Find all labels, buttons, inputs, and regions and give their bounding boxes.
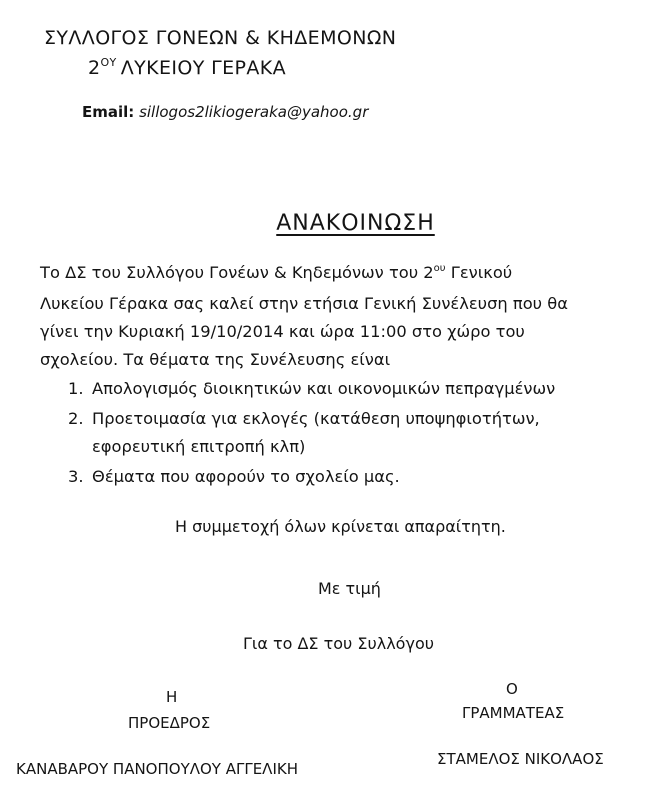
body-line-3: γίνει την Κυριακή 19/10/2014 και ώρα 11:00 στο χώρο του — [40, 322, 525, 341]
president-name: ΚΑΝΑΒΑΡΟΥ ΠΑΝΟΠΟΥΛΟΥ ΑΓΓΕΛΙΚΗ — [16, 760, 298, 778]
agenda-item-1-text: Απολογισμός διοικητικών και οικονομικών πεπραγμένων — [92, 379, 556, 398]
agenda-item-2-number: 2. — [68, 409, 84, 428]
secretary-role: ΓΡΑΜΜΑΤΕΑΣ — [462, 704, 565, 722]
body-ordinal-suffix: ου — [433, 263, 446, 274]
agenda-item-2-text: Προετοιμασία για εκλογές (κατάθεση υποψηφιοτήτων, — [92, 409, 540, 428]
secretary-name: ΣΤΑΜΕΛΟΣ ΝΙΚΟΛΑΟΣ — [437, 750, 604, 768]
president-article: Η — [166, 688, 178, 706]
school-name-text: ΛΥΚΕΙΟΥ ΓΕΡΑΚΑ — [120, 57, 287, 79]
body-line-1 — [40, 263, 640, 282]
regards: Με τιμή — [318, 579, 381, 598]
school-name — [88, 56, 286, 79]
email-label: Email: — [82, 103, 135, 121]
president-role: ΠΡΟΕΔΡΟΣ — [128, 714, 211, 732]
email-address: sillogos2likiogeraka@yahoo.gr — [139, 103, 369, 121]
body-line-1-end: Γενικού — [445, 263, 513, 282]
email-line — [82, 103, 368, 121]
body-line-4: σχολείου. Τα θέματα της Συνέλευσης είναι — [40, 350, 391, 369]
body-line-1-text: Το ΔΣ του Συλλόγου Γονέων & Κηδεμόνων του 2 — [40, 263, 434, 282]
secretary-article: Ο — [506, 680, 518, 698]
school-number-suffix: ΟΥ — [100, 56, 117, 69]
body-line-2: Λυκείου Γέρακα σας καλεί στην ετήσια Γενική Συνέλευση που θα — [40, 294, 568, 313]
agenda-item-2-text-cont: εφορευτική επιτροπή κλπ) — [92, 437, 306, 456]
agenda-item-3-text: Θέματα που αφορούν το σχολείο μας. — [92, 467, 400, 486]
school-number: 2 — [88, 57, 101, 79]
association-name: ΣΥΛΛΟΓΟΣ ΓΟΝΕΩΝ & ΚΗΔΕΜΟΝΩΝ — [44, 27, 397, 49]
announcement-title: ΑΝΑΚΟΙΝΩΣΗ — [276, 211, 435, 236]
on-behalf: Για το ΔΣ του Συλλόγου — [243, 634, 434, 653]
agenda-item-1-number: 1. — [68, 379, 84, 398]
agenda-item-3-number: 3. — [68, 467, 84, 486]
participation-note: Η συμμετοχή όλων κρίνεται απαραίτητη. — [175, 517, 506, 536]
